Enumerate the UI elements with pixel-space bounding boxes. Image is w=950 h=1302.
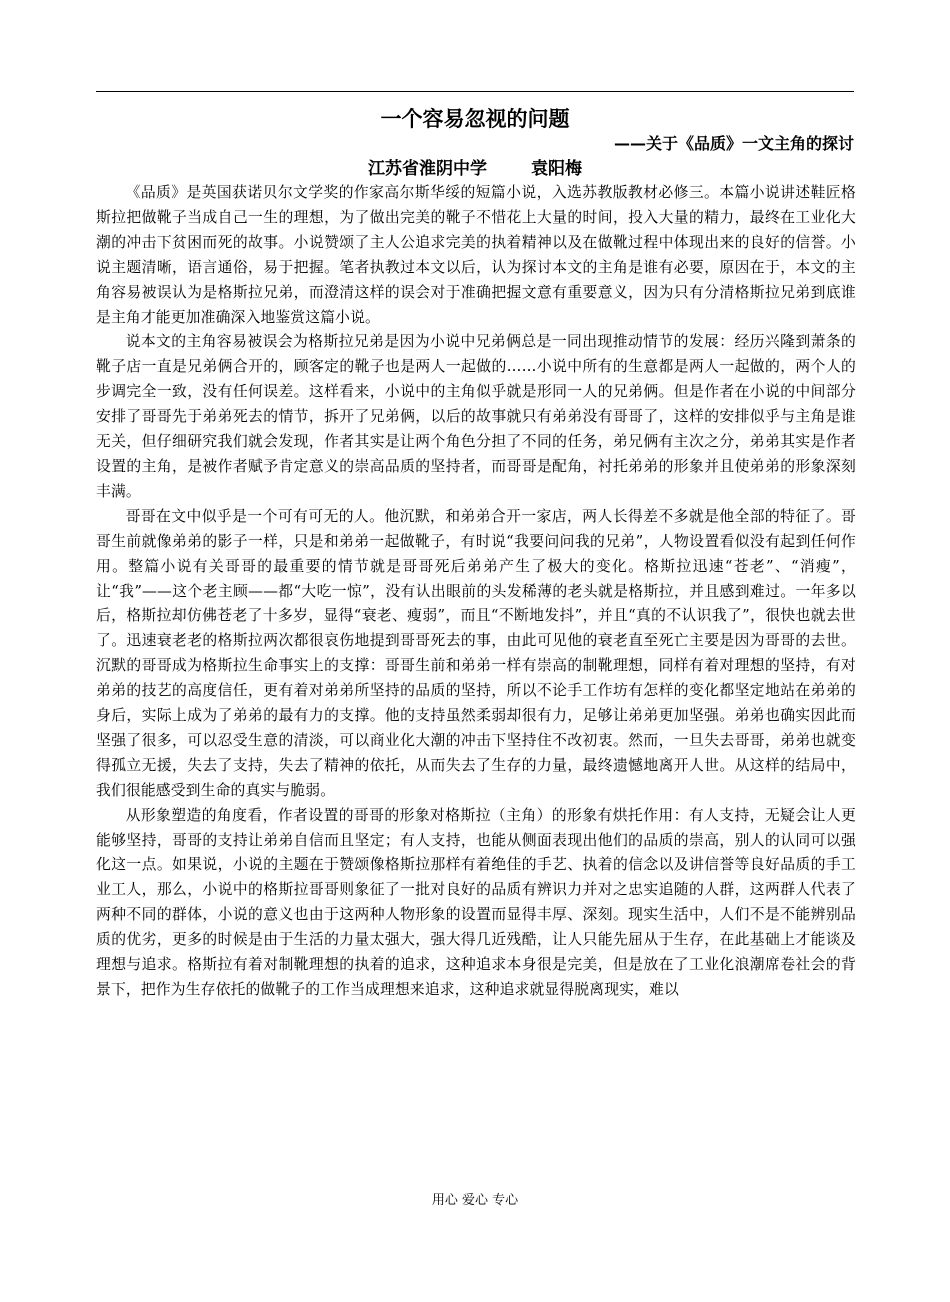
- paragraph: 哥哥在文中似乎是一个可有可无的人。他沉默，和弟弟合开一家店，两人长得差不多就是他全部的特征了。哥哥生前就像弟弟的影子一样，只是和弟弟一起做靴子，有时说“我要问问我的兄弟”，人物设置看似没有起到任何作用。整篇小说有关哥哥的最重要的情节就是哥哥死后弟弟产生了极大的变化。格斯拉迅速“苍老”、“消瘦”，让“我”——这个老主顾——都“大吃一惊”，没有认出眼前的头发稀薄的老头就是格斯拉，并且感到难过。一年多以后，格斯拉却仿佛苍老了十多岁，显得“衰老、瘦弱”，而且“不断地发抖”，并且“真的不认识我了”，很快也就去世了。迅速衰老老的格斯拉两次都很哀伤地提到哥哥死去的事，由此可见他的衰老直至死亡主要是因为哥哥的去世。沉默的哥哥成为格斯拉生命事实上的支撑：哥哥生前和弟弟一样有崇高的制靴理想，同样有着对理想的坚持，有对弟弟的技艺的高度信任，更有着对弟弟所坚持的品质的坚持，所以不论手工作坊有怎样的变化都坚定地站在弟弟的身后，实际上成为了弟弟的最有力的支撑。他的支持虽然柔弱却很有力，足够让弟弟更加坚强。弟弟也确实因此而坚强了很多，可以忍受生意的清淡，可以商业化大潮的冲击下坚持住不改初衷。然而，一旦失去哥哥，弟弟也就变得孤立无援，失去了支持，失去了精神的依托，从而失去了生存的力量，最终遗憾地离开人世。从这样的结局中，我们很能感受到生命的真实与脆弱。: [96, 507, 856, 799]
- article-title: 一个容易忽视的问题: [380, 107, 570, 131]
- page-footer: 用心 爱心 专心: [431, 1193, 519, 1208]
- header-rule: [96, 91, 854, 92]
- paragraph: 从形象塑造的角度看，作者设置的哥哥的形象对格斯拉（主角）的形象有烘托作用：有人支持，无疑会让人更能够坚持，哥哥的支持让弟弟自信而且坚定；有人支持，也能从侧面表现出他们的品质的崇高，别人的认同可以强化这一点。如果说，小说的主题在于赞颂像格斯拉那样有着绝佳的手艺、执着的信念以及讲信誉等良好品质的手工业工人，那么，小说中的格斯拉哥哥则象征了一批对良好的品质有辨识力并对之忠实追随的人群，这两群人代表了两种不同的群体，小说的意义也由于这两种人物形象的设置而显得丰厚、深刻。现实生活中，人们不是不能辨别品质的优劣，更多的时候是由于生活的力量太强大，强大得几近残酷，让人只能先屈从于生存，在此基础上才能谈及理想与追求。格斯拉有着对制靴理想的执着的追求，这种追求本身很是完美，但是放在了工业化浪潮席卷社会的背景下，把作为生存依托的做靴子的工作当成理想来追求，这种追求就显得脱离现实，难以: [96, 806, 856, 998]
- school-name: 江苏省淮阴中学: [368, 159, 487, 179]
- byline: [0, 156, 950, 182]
- article-subtitle: ——关于《品质》一文主角的探讨: [613, 134, 854, 153]
- author-name: 袁阳梅: [531, 159, 582, 179]
- paragraph: 《品质》是英国获诺贝尔文学奖的作家高尔斯华绥的短篇小说，入选苏教版教材必修三。本篇小说讲述鞋匠格斯拉把做靴子当成自己一生的理想，为了做出完美的靴子不惜花上大量的时间，投入大量的精力，最终在工业化大潮的冲击下贫困而死的故事。小说赞颂了主人公追求完美的执着精神以及在做靴过程中体现出来的良好的信誉。小说主题清晰，语言通俗，易于把握。笔者执教过本文以后，认为探讨本文的主角是谁有必要，原因在于，本文的主角容易被误认为是格斯拉兄弟，而澄清这样的误会对于准确把握文意有重要意义，因为只有分清格斯拉兄弟到底谁是主角才能更加准确深入地鉴赏这篇小说。: [96, 184, 856, 326]
- article-body: [96, 181, 856, 1003]
- paragraph: 说本文的主角容易被误会为格斯拉兄弟是因为小说中兄弟俩总是一同出现推动情节的发展：经历兴隆到萧条的靴子店一直是兄弟俩合开的，顾客定的靴子也是两人一起做的……小说中所有的生意都是两人一起做的，两个人的步调完全一致，没有任何误差。这样看来，小说中的主角似乎就是形同一人的兄弟俩。但是作者在小说的中间部分安排了哥哥先于弟弟死去的情节，拆开了兄弟俩，以后的故事就只有弟弟没有哥哥了，这样的安排似乎与主角是谁无关，但仔细研究我们就会发现，作者其实是让两个角色分担了不同的任务，弟兄俩有主次之分，弟弟其实是作者设置的主角，是被作者赋予肯定意义的崇高品质的坚持者，而哥哥是配角，衬托弟弟的形象并且使弟弟的形象深刻丰满。: [96, 333, 856, 500]
